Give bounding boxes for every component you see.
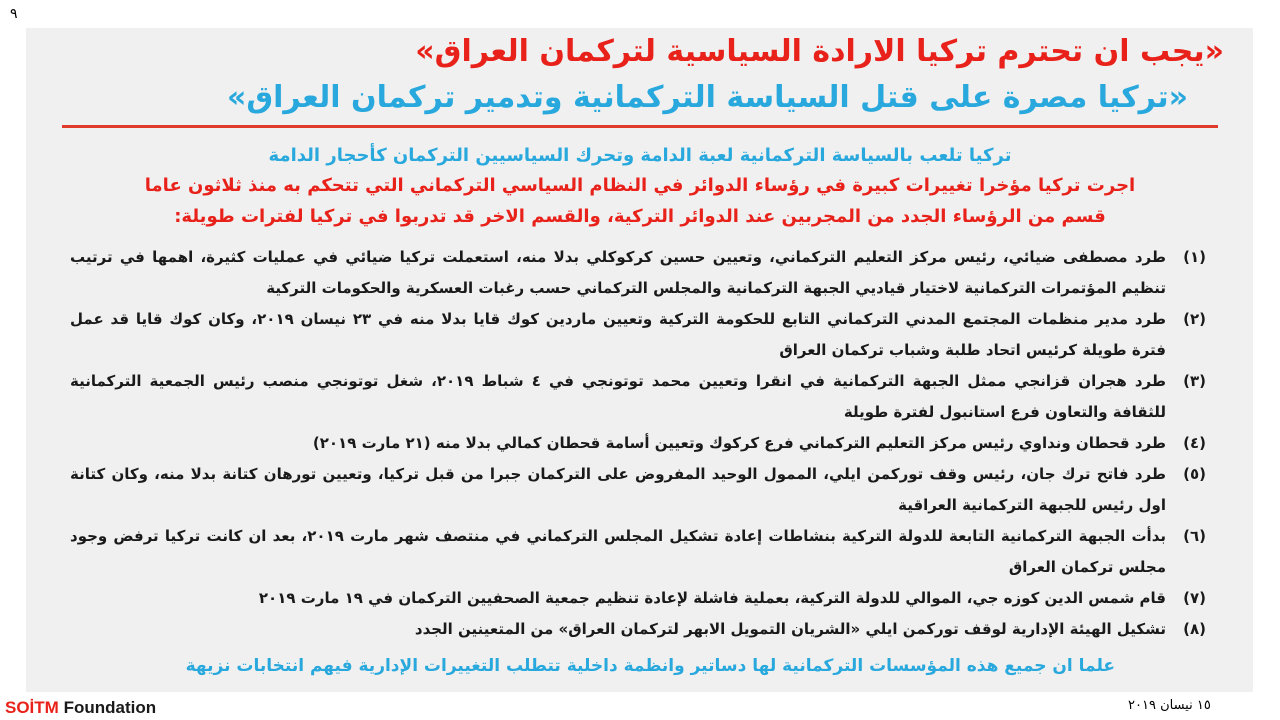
list-item [70, 521, 1206, 583]
item-number: (٨) [1183, 620, 1206, 638]
item-text: طرد مدير منظمات المجتمع المدني التركماني التابع للحكومة التركية وتعيين ماردين كوك قايا بدلا منه في ٢٣ نيسان ٢٠١٩، وكان كوك قايا قد عمل فترة طويلة كرئيس اتحاد طلبة وشباب تركمان العراق [70, 310, 1167, 359]
item-number: (٦) [1183, 527, 1206, 545]
page-number: ٩ [10, 6, 18, 22]
subtitle-2: اجرت تركيا مؤخرا تغييرات كبيرة في رؤساء الدوائر في النظام السياسي التركماني التي تتحكم به منذ ثلاثون عاما [144, 175, 1136, 196]
subtitle-3: قسم من الرؤساء الجدد من المجربين عند الدوائر التركية، والقسم الاخر قد تدربوا في تركيا لفترات طويلة: [174, 206, 1106, 227]
item-text: بدأت الجبهة التركمانية التابعة للدولة التركية بنشاطات إعادة تشكيل المجلس التركماني في منتصف شهر مارت ٢٠١٩، بعد ان كانت تركيا ترفض وجود مجلس تركمان العراق [70, 527, 1166, 576]
item-text: تشكيل الهيئة الإدارية لوقف توركمن ايلي «الشريان التمويل الابهر لتركمان العراق» من المتعينين الجدد [414, 620, 1166, 638]
list-item [70, 428, 1206, 459]
list-item [70, 459, 1206, 521]
item-number: (٧) [1183, 589, 1206, 607]
item-number: (٢) [1183, 310, 1206, 328]
foundation-logo [5, 698, 156, 718]
logo-brand: SOİTM [5, 698, 59, 717]
closing-note: علما ان جميع هذه المؤسسات التركمانية لها دساتير وانظمة داخلية تتطلب التغييرات الإدارية فيهم انتخابات نزيهة [185, 656, 1115, 676]
list-item [70, 366, 1206, 428]
list-item [70, 583, 1206, 614]
item-number: (٤) [1183, 434, 1206, 452]
item-number: (١) [1183, 248, 1206, 266]
item-text: طرد هجران قزانجي ممثل الجبهة التركمانية في انقرا وتعيين محمد توتونجي في ٤ شباط ٢٠١٩، شغل توتونجي منصب رئيس الجمعية التركمانية للثقافة والتعاون فرع استانبول لفترة طويلة [70, 372, 1166, 421]
item-number: (٣) [1183, 372, 1206, 390]
numbered-list [70, 242, 1206, 645]
item-text: طرد فاتح ترك جان، رئيس وقف توركمن ايلي، الممول الوحيد المفروض على التركمان جبرا من قبل تركيا، وتعيين تورهان كتانة بدلا منه، وكان كتانة اول رئيس للجبهة التركمانية العراقية [70, 465, 1166, 514]
list-item [70, 304, 1206, 366]
title-divider [62, 125, 1218, 128]
title-line-1: «يجب ان تحترم تركيا الارادة السياسية لتركمان العراق» [415, 34, 1224, 69]
subtitle-1: تركيا تلعب بالسياسة التركمانية لعبة الدامة وتحرك السياسيين التركمان كأحجار الدامة [268, 145, 1012, 166]
list-item [70, 614, 1206, 645]
list-item [70, 242, 1206, 304]
footer-date: ١٥ نيسان ٢٠١٩ [1128, 698, 1211, 713]
title-line-2: «تركيا مصرة على قتل السياسة التركمانية وتدمير تركمان العراق» [226, 80, 1188, 115]
item-text: طرد قحطان ونداوي رئيس مركز التعليم التركماني فرع كركوك وتعيين أسامة قحطان كمالي بدلا منه (٢١ مارت ٢٠١٩) [312, 434, 1166, 452]
logo-suffix: Foundation [63, 698, 157, 717]
item-text: طرد مصطفى ضيائي، رئيس مركز التعليم التركماني، وتعيين حسين كركوكلي بدلا منه، استعملت تركيا ضيائي في عمليات كثيرة، اهمها في ترتيب تنظيم المؤتمرات التركمانية لاختيار قياديي الجبهة التركمانية والمجلس التركماني حسب رغبات العسكرية والحكومات التركية [70, 248, 1166, 297]
item-number: (٥) [1183, 465, 1206, 483]
item-text: قام شمس الدين كوزه جي، الموالي للدولة التركية، بعملية فاشلة لإعادة تنظيم جمعية الصحفيين التركمان في ١٩ مارت ٢٠١٩ [258, 589, 1166, 607]
